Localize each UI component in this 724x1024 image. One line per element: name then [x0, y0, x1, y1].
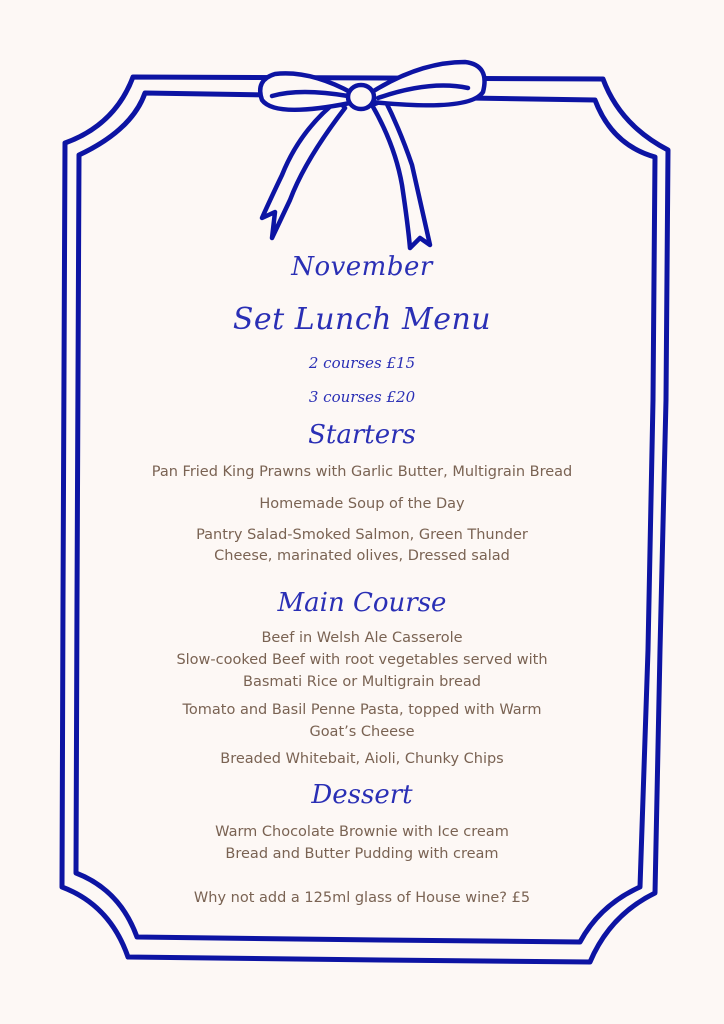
wine-offer: Why not add a 125ml glass of House wine? £5	[193, 890, 531, 906]
main-item: Breaded Whitebait, Aioli, Chunky Chips	[220, 751, 504, 767]
price-two-courses: 2 courses £15	[308, 354, 416, 372]
section-heading-main-course: Main Course	[277, 588, 447, 618]
main-item-description: Slow-cooked Beef with root vegetables served with	[176, 652, 548, 668]
section-heading-starters: Starters	[308, 420, 416, 450]
main-item-continued: Goat’s Cheese	[309, 724, 415, 740]
starter-item: Pan Fried King Prawns with Garlic Butter, Multigrain Bread	[151, 464, 573, 480]
starter-item: Pantry Salad-Smoked Salmon, Green Thunder	[196, 527, 528, 543]
main-item: Tomato and Basil Penne Pasta, topped with Warm	[182, 702, 542, 718]
starter-item: Homemade Soup of the Day	[259, 496, 465, 512]
menu-title: Set Lunch Menu	[232, 302, 492, 337]
price-three-courses: 3 courses £20	[308, 388, 416, 406]
starter-item-continued: Cheese, marinated olives, Dressed salad	[214, 548, 510, 564]
section-heading-dessert: Dessert	[311, 780, 413, 810]
main-item: Beef in Welsh Ale Casserole	[261, 630, 463, 646]
menu-month: November	[291, 252, 433, 282]
main-item-description: Basmati Rice or Multigrain bread	[243, 674, 481, 690]
ribbon-bow-icon	[260, 62, 484, 248]
inner-frame-line	[76, 93, 655, 942]
dessert-item: Bread and Butter Pudding with cream	[225, 846, 499, 862]
dessert-item: Warm Chocolate Brownie with Ice cream	[215, 824, 509, 840]
